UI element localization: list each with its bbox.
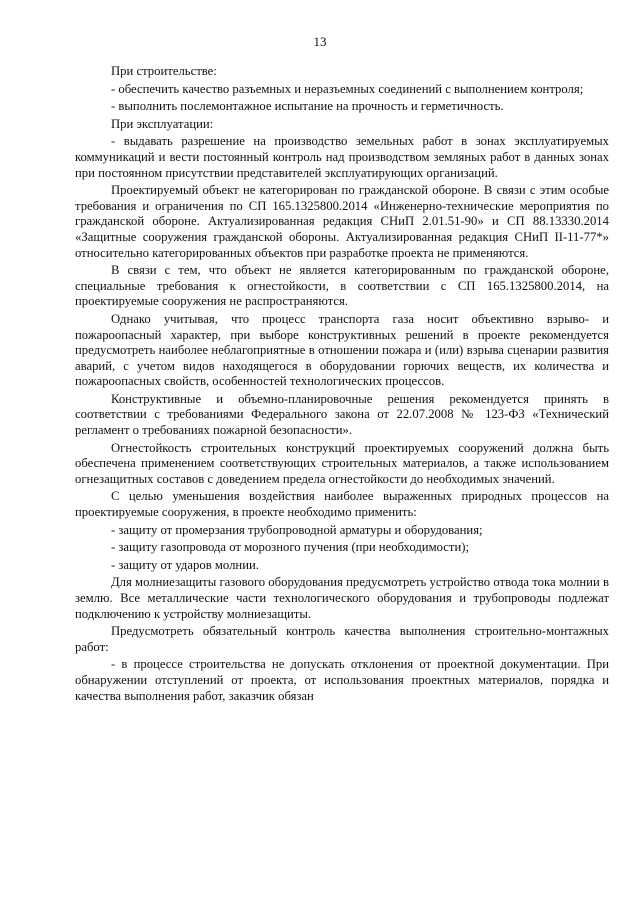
paragraph-civil-defense: Проектируемый объект не категорирован по гражданской обороне. В связи с этим особые требования и ограничения по СП 165.1325800.2014 «Инженерно-технические мероприятия по гражданской обороне. Актуализированная редакция СНиП 2.01.51-90» и СП 88.13330.2014 «Защитные сооружения гражданской обороны. Актуализированная редакция СНиП II-11-77*» относительно категорированных объектов при разработке проекта не применяются. (75, 183, 609, 260)
paragraph-quality-control: Предусмотреть обязательный контроль качества выполнения строительно-монтажных работ: (75, 624, 609, 654)
list-item-earthworks-permit: - выдавать разрешение на производство земельных работ в зонах эксплуатируемых коммуникаций и вести постоянный контроль над производством земляных работ в данных зонах при постоянном присутствии представителей эксплуатирующих организаций. (75, 134, 609, 180)
list-item-freezing-protection: - защиту от промерзания трубопроводной арматуры и оборудования; (111, 522, 483, 537)
list-item-pressure-test: - выполнить послемонтажное испытание на прочность и герметичность. (111, 99, 504, 114)
paragraph-operation-heading: При эксплуатации: (111, 116, 214, 131)
list-item-lightning-protection: - защиту от ударов молнии. (111, 557, 259, 572)
paragraph-lightning-grounding: Для молниезащиты газового оборудования предусмотреть устройство отвода тока молнии в землю. Все металлические части технологического оборудования и трубопроводы подлежат подключению к устройству молниезащиты. (75, 575, 609, 621)
paragraph-fire-resistance-materials: Огнестойкость строительных конструкций проектируемых сооружений должна быть обеспечена применением соответствующих строительных материалов, а также использованием огнезащитных составов с доведением предела огнестойкости до необходимых значений. (75, 440, 609, 486)
paragraph-natural-processes: С целью уменьшения воздействия наиболее выраженных природных процессов на проектируемые сооружения, в проекте необходимо применить: (75, 489, 609, 520)
paragraph-fire-resistance-requirements: В связи с тем, что объект не является категорированным по гражданской обороне, специальные требования к огнестойкости, в соответствии с СП 165.1325800.2014, на проектируемые сооружения не распространяются. (75, 263, 609, 309)
page-number: 13 (313, 34, 327, 49)
list-item-connections-quality: - обеспечить качество разъемных и неразъемных соединений с выполнением контроля; (111, 81, 584, 96)
document-body (75, 64, 609, 704)
paragraph-construction-heading: При строительстве: (111, 64, 217, 78)
list-item-frost-heave-protection: - защиту газопровода от морозного пучения (при необходимости); (111, 540, 470, 555)
paragraph-federal-law: Конструктивные и объемно-планировочные решения рекомендуется принять в соответствии с требованиями Федерального закона от 22.07.2008 № 123-ФЗ «Технический регламент о требованиях пожарной безопасности». (75, 391, 609, 438)
paragraph-explosion-hazard: Однако учитывая, что процесс транспорта газа носит объективно взрыво- и пожароопасный характер, при выборе конструктивных решений в проекте рекомендуется предусмотреть наиболее неблагоприятные в отношении пожара и (или) взрыва сценарии развития аварий, с учетом видов находящегося в оборудовании горючих веществ, их количества и пожароопасных свойств, особенностей технологических процессов. (75, 311, 609, 389)
list-item-no-deviations: - в процессе строительства не допускать отклонения от проектной документации. При обнаружении отступлений от проекта, от использования проектных материалов, порядка и качества выполнения работ, заказчик обязан (75, 657, 609, 703)
